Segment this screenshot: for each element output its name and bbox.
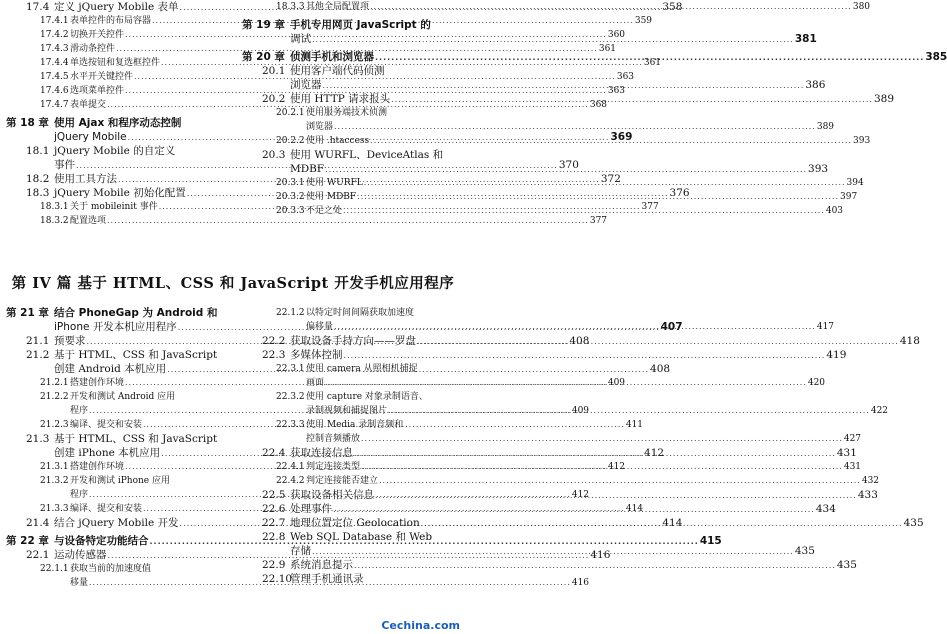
toc-entry-title: 多媒体控制 — [290, 349, 343, 361]
toc-entry-number: 17.4.5 — [40, 72, 69, 82]
toc-entry-title: 获取当前的加速度值 — [70, 564, 152, 574]
toc-entry-title: 处理事件 — [290, 503, 332, 515]
toc-entry-title: jQuery Mobile 初始化配置 — [54, 187, 186, 199]
toc-entry-title: 偏移量 — [306, 322, 334, 332]
toc-entry-page: 393 — [853, 136, 871, 146]
toc-entry-page: 363 — [616, 72, 635, 82]
toc-entry-number: 22.8 — [262, 531, 286, 543]
toc-entry-number: 21.1 — [26, 335, 50, 347]
toc-leader-dots — [421, 517, 903, 531]
toc-entry-title: 水平开关键控件 — [70, 72, 134, 82]
toc-entry-sec — [6, 144, 228, 158]
toc-entry-number: 18.3 — [26, 187, 50, 199]
toc-entry-title: 不足之处 — [306, 206, 343, 216]
toc-entry-title: 表单控件的布局容器 — [70, 16, 152, 26]
toc-entry-title: 画面 — [306, 378, 325, 388]
toc-entry-title: 其他全局配置项 — [306, 2, 370, 12]
toc-entry-sub — [6, 474, 228, 488]
toc-leader-dots — [354, 559, 836, 573]
toc-entry-title: 使用 HTTP 请求报头 — [290, 93, 391, 105]
toc-entry-page: 431 — [836, 447, 857, 459]
toc-entry-title: 系统消息提示 — [290, 559, 353, 571]
toc-entry-sub — [242, 306, 462, 320]
toc-entry-title: 开发和测试 Android 应用 — [70, 392, 176, 402]
toc-leader-dots — [370, 0, 852, 14]
toc-leader-dots — [370, 134, 852, 148]
toc-entry-number: 22.4.1 — [276, 462, 305, 472]
toc-entry-number: 20.3.3 — [276, 206, 305, 216]
toc-entry-page: 361 — [598, 44, 617, 54]
toc-entry-page: 433 — [857, 489, 878, 501]
toc-entry-number: 17.4.2 — [40, 30, 69, 40]
toc-entry-number: 21.2.3 — [40, 420, 69, 430]
toc-entry-title: 结合 PhoneGap 为 Android 和 — [54, 307, 218, 319]
toc-entry-page: 434 — [815, 503, 836, 515]
toc-entry-number: 22.6 — [262, 503, 286, 515]
toc-entry-page: 380 — [852, 2, 871, 12]
toc-entry-number: 22.10 — [262, 573, 293, 585]
toc-entry-number: 18.3.2 — [40, 216, 69, 226]
toc-entry-number: 21.3 — [26, 433, 50, 445]
toc-entry-title: 事件 — [54, 159, 75, 171]
toc-entry-title: 搭建创作环境 — [70, 462, 125, 472]
toc-entry-number: 22.2 — [262, 335, 286, 347]
toc-entry-number: 21.2.1 — [40, 378, 69, 388]
toc-leader-dots — [325, 163, 807, 177]
toc-entry-page: 377 — [641, 202, 659, 212]
toc-entry-sub — [6, 214, 608, 228]
toc-entry-page: 381 — [794, 33, 817, 45]
toc-entry-number: 第 20 章 — [242, 51, 285, 63]
toc-entry-title: 使用 Media 录制音频和 — [306, 420, 404, 430]
toc-entry-title: jQuery Mobile 的自定义 — [54, 145, 176, 157]
toc-entry-page: 435 — [903, 517, 924, 529]
toc-entry-number: 17.4 — [26, 1, 50, 13]
toc-entry-title: 以特定时间间隔获取加速度 — [306, 308, 415, 318]
toc-entry-page: 360 — [607, 30, 626, 40]
toc-entry-page: 408 — [650, 363, 671, 375]
toc-entry-number: 20.2 — [262, 93, 286, 105]
toc-entry-title: 预要求 — [54, 335, 86, 347]
toc-entry-number: 22.1 — [26, 549, 50, 561]
toc-entry-title: 判定连接类型 — [306, 462, 361, 472]
toc-leader-dots — [417, 335, 899, 349]
toc-entry-title: 编译、提交和安装 — [70, 420, 143, 430]
toc-entry-title: 创建 Android 本机应用 — [54, 363, 167, 375]
toc-entry-number: 22.4.2 — [276, 476, 305, 486]
toc-entry-title: 浏览器 — [290, 79, 322, 91]
toc-entry-sec — [242, 348, 847, 362]
toc-entry-page: 416 — [590, 549, 611, 561]
toc-entry-number: 21.3.1 — [40, 462, 69, 472]
toc-entry-page: 431 — [843, 462, 862, 472]
toc-entry-title: MDBF — [290, 163, 325, 175]
toc-entry-number: 22.1.2 — [276, 308, 305, 318]
toc-entry-number: 20.2.1 — [276, 108, 305, 118]
toc-entry-title: jQuery Mobile — [54, 131, 127, 143]
toc-entry-number: 22.9 — [262, 559, 286, 571]
toc-entry-title: 编译、提交和安装 — [70, 504, 143, 514]
toc-entry-number: 20.2.2 — [276, 136, 305, 146]
toc-entry-number: 第 22 章 — [6, 535, 49, 547]
toc-leader-dots — [375, 489, 857, 503]
toc-entry-title: 使用 .htaccess — [306, 136, 370, 146]
toc-entry-title: 关于 mobileinit 事件 — [70, 202, 158, 212]
toc-entry-title: 配置选项 — [70, 216, 107, 226]
toc-leader-dots — [375, 51, 924, 65]
part-title: 第 IV 篇 基于 HTML、CSS 和 JavaScript 开发手机应用程序 — [11, 275, 455, 292]
toc-entry-page: 361 — [643, 58, 662, 68]
toc-entry-page: 408 — [569, 335, 590, 347]
toc-entry-page: 422 — [870, 406, 889, 416]
toc-entry-page: 386 — [805, 79, 826, 91]
toc-leader-dots — [357, 190, 839, 204]
toc-entry-number: 18.3.3 — [276, 2, 305, 12]
toc-entry-page: 389 — [873, 93, 894, 105]
toc-entry-title: 地理位置定位 Geolocation — [290, 517, 420, 529]
toc-entry-sub-cont — [242, 432, 862, 446]
toc-entry-title: 侦测手机和浏览器 — [290, 51, 374, 63]
toc-entry-title: 开发和测试 iPhone 应用 — [70, 476, 170, 486]
toc-entry-number: 第 19 章 — [242, 19, 285, 31]
toc-entry-page: 419 — [826, 349, 847, 361]
toc-entry-page: 416 — [571, 578, 590, 588]
toc-entry-sec — [242, 530, 462, 544]
toc-entry-number: 22.7 — [262, 517, 286, 529]
toc-entry-page: 414 — [662, 517, 683, 529]
toc-entry-title: 使用 WURFL、DeviceAtlas 和 — [290, 149, 444, 161]
toc-entry-page: 415 — [699, 535, 722, 547]
toc-entry-title: 选项菜单控件 — [70, 86, 125, 96]
toc-entry-number: 17.4.6 — [40, 86, 69, 96]
toc-entry-chapter — [6, 116, 228, 130]
toc-entry-page: 409 — [607, 378, 626, 388]
toc-entry-number: 22.3.1 — [276, 364, 305, 374]
toc-leader-dots — [325, 376, 807, 390]
toc-entry-page: 412 — [607, 462, 626, 472]
toc-entry-title: 使用 capture 对象录制语音、 — [306, 392, 428, 402]
toc-entry-page: 369 — [610, 131, 633, 143]
toc-entry-number: 21.3.2 — [40, 476, 69, 486]
toc-entry-page: 376 — [669, 187, 690, 199]
toc-entry-sub — [6, 390, 228, 404]
toc-entry-number: 21.2 — [26, 349, 50, 361]
toc-entry-number: 18.1 — [26, 145, 50, 157]
toc-entry-page: 363 — [607, 86, 626, 96]
toc-entry-page: 370 — [558, 159, 579, 171]
toc-entry-title: 控制音频播放 — [306, 434, 361, 444]
toc-leader-dots — [334, 120, 816, 134]
toc-entry-page: 397 — [840, 192, 858, 202]
toc-entry-sec — [242, 572, 462, 586]
toc-entry-sec — [242, 148, 462, 162]
toc-entry-number: 22.3 — [262, 349, 286, 361]
toc-leader-dots — [312, 33, 794, 47]
toc-entry-title: 使用 Ajax 和程序动态控制 — [54, 117, 182, 129]
toc-entry-title: Web SQL Database 和 Web — [290, 531, 433, 543]
toc-entry-number: 第 21 章 — [6, 307, 49, 319]
toc-entry-sec — [242, 558, 857, 572]
toc-entry-title: 单选按钮和复选框控件 — [70, 58, 161, 68]
toc-leader-dots — [361, 432, 843, 446]
toc-entry-sec — [242, 64, 462, 78]
toc-entry-number: 22.4 — [262, 447, 286, 459]
toc-entry-title: 运动传感器 — [54, 549, 107, 561]
toc-entry-page: 432 — [861, 476, 880, 486]
toc-entry-number: 20.1 — [262, 65, 286, 77]
toc-entry-chapter — [242, 18, 462, 32]
toc-entry-page: 420 — [807, 378, 826, 388]
toc-entry-page: 393 — [808, 163, 829, 175]
toc-entry-title: 使用客户端代码侦测 — [290, 65, 385, 77]
toc-entry-number: 20.3.2 — [276, 192, 305, 202]
toc-entry-page: 359 — [634, 16, 653, 26]
toc-entry-title: 获取设备手持方向——罗盘 — [290, 335, 416, 347]
toc-entry-sub — [242, 474, 880, 488]
toc-entry-page: 427 — [843, 434, 862, 444]
toc-entry-page: 411 — [625, 420, 644, 430]
toc-entry-page: 389 — [816, 122, 835, 132]
toc-entry-page: 407 — [660, 321, 683, 333]
toc-leader-dots — [344, 349, 826, 363]
toc-entry-title: 程序 — [70, 490, 89, 500]
toc-entry-number: 17.4.7 — [40, 100, 69, 110]
toc-leader-dots — [379, 474, 861, 488]
toc-entry-sub — [6, 562, 228, 576]
toc-entry-number: 21.3.3 — [40, 504, 69, 514]
toc-entry-page: 372 — [600, 173, 621, 185]
toc-entry-number: 22.3.3 — [276, 420, 305, 430]
toc-entry-page: 435 — [794, 545, 815, 557]
toc-leader-dots — [334, 320, 816, 334]
toc-entry-title: 手机专用网页 JavaScript 的 — [290, 19, 431, 31]
toc-entry-title: 创建 iPhone 本机应用 — [54, 447, 161, 459]
toc-entry-title: 程序 — [70, 406, 89, 416]
toc-entry-title: 基于 HTML、CSS 和 JavaScript — [54, 349, 218, 361]
toc-entry-page: 414 — [625, 504, 644, 514]
toc-entry-number: 21.4 — [26, 517, 50, 529]
toc-entry-page: 418 — [899, 335, 920, 347]
toc-entry-sub — [6, 42, 617, 56]
toc-entry-title: 与设备特定功能结合 — [54, 535, 149, 547]
toc-entry-title: 调试 — [290, 33, 311, 45]
toc-entry-number: 18.2 — [26, 173, 50, 185]
toc-entry-page: 417 — [816, 322, 835, 332]
toc-entry-title: 基于 HTML、CSS 和 JavaScript — [54, 433, 218, 445]
toc-entry-sub — [242, 106, 462, 120]
toc-entry-title: 滑动条控件 — [70, 44, 116, 54]
toc-entry-number: 17.4.1 — [40, 16, 69, 26]
toc-entry-title: 搭建创作环境 — [70, 378, 125, 388]
toc-entry-title: 使用 camera 从照相机捕捉 — [306, 364, 418, 374]
toc-entry-title: 移量 — [70, 578, 89, 588]
toc-entry-sub — [242, 390, 462, 404]
toc-entry-number: 17.4.3 — [40, 44, 69, 54]
toc-entry-title: 使用 MDBF — [306, 192, 357, 202]
toc-entry-page: 435 — [836, 559, 857, 571]
toc-entry-title: 使用工具方法 — [54, 173, 117, 185]
toc-entry-title: 获取连接信息 — [290, 447, 353, 459]
toc-leader-dots — [343, 204, 825, 218]
toc-entry-sec — [6, 348, 228, 362]
toc-entry-number: 22.3.2 — [276, 392, 305, 402]
toc-entry-title: 结合 jQuery Mobile 开发 — [54, 517, 179, 529]
toc-entry-title: 录制视频和捕捉图片 — [306, 406, 388, 416]
toc-entry-page: 358 — [662, 1, 683, 13]
toc-entry-number: 22.5 — [262, 489, 286, 501]
toc-entry-title: 定义 jQuery Mobile 表单 — [54, 1, 179, 13]
toc-entry-page: 412 — [644, 447, 665, 459]
toc-entry-sub — [242, 362, 462, 376]
toc-leader-dots — [388, 404, 870, 418]
toc-entry-number: 第 18 章 — [6, 117, 49, 129]
watermark-text: Cechina.com — [381, 619, 460, 632]
toc-entry-title: iPhone 开发本机应用程序 — [54, 321, 177, 333]
toc-entry-page: 368 — [589, 100, 608, 110]
toc-entry-title: 获取设备相关信息 — [290, 489, 374, 501]
toc-entry-title: 浏览器 — [306, 122, 334, 132]
toc-entry-title: 判定连接能否建立 — [306, 476, 379, 486]
toc-leader-dots — [323, 79, 805, 93]
toc-entry-sub — [242, 418, 462, 432]
toc-leader-dots — [354, 447, 836, 461]
toc-entry-page: 409 — [571, 406, 590, 416]
toc-entry-sub-cont — [242, 120, 835, 134]
toc-leader-dots — [312, 545, 794, 559]
toc-entry-page: 403 — [825, 206, 844, 216]
toc-leader-dots — [333, 503, 815, 517]
toc-entry-page: 377 — [589, 216, 608, 226]
toc-entry-title: 切换开关控件 — [70, 30, 125, 40]
toc-entry-number: 21.2.2 — [40, 392, 69, 402]
toc-leader-dots — [391, 93, 873, 107]
toc-entry-page: 394 — [846, 178, 864, 188]
toc-entry-number: 18.3.1 — [40, 202, 69, 212]
toc-entry-number: 17.4.4 — [40, 58, 69, 68]
toc-leader-dots — [364, 176, 846, 190]
toc-entry-title: 表单提交 — [70, 100, 107, 110]
toc-entry-title: 存储 — [290, 545, 311, 557]
toc-entry-chapter — [6, 306, 228, 320]
toc-entry-title: 使用服务端技术侦测 — [306, 108, 388, 118]
toc-leader-dots — [361, 460, 843, 474]
toc-entry-title: 使用 WURFL — [306, 178, 363, 188]
toc-entry-title: 管理手机通讯录 — [290, 573, 364, 585]
toc-entry-number: 20.3 — [262, 149, 286, 161]
toc-entry-page: 412 — [571, 490, 590, 500]
toc-entry-number: 22.1.1 — [40, 564, 69, 574]
toc-entry-number: 20.3.1 — [276, 178, 305, 188]
toc-entry-sec — [6, 432, 228, 446]
toc-entry-page: 385 — [925, 51, 947, 63]
